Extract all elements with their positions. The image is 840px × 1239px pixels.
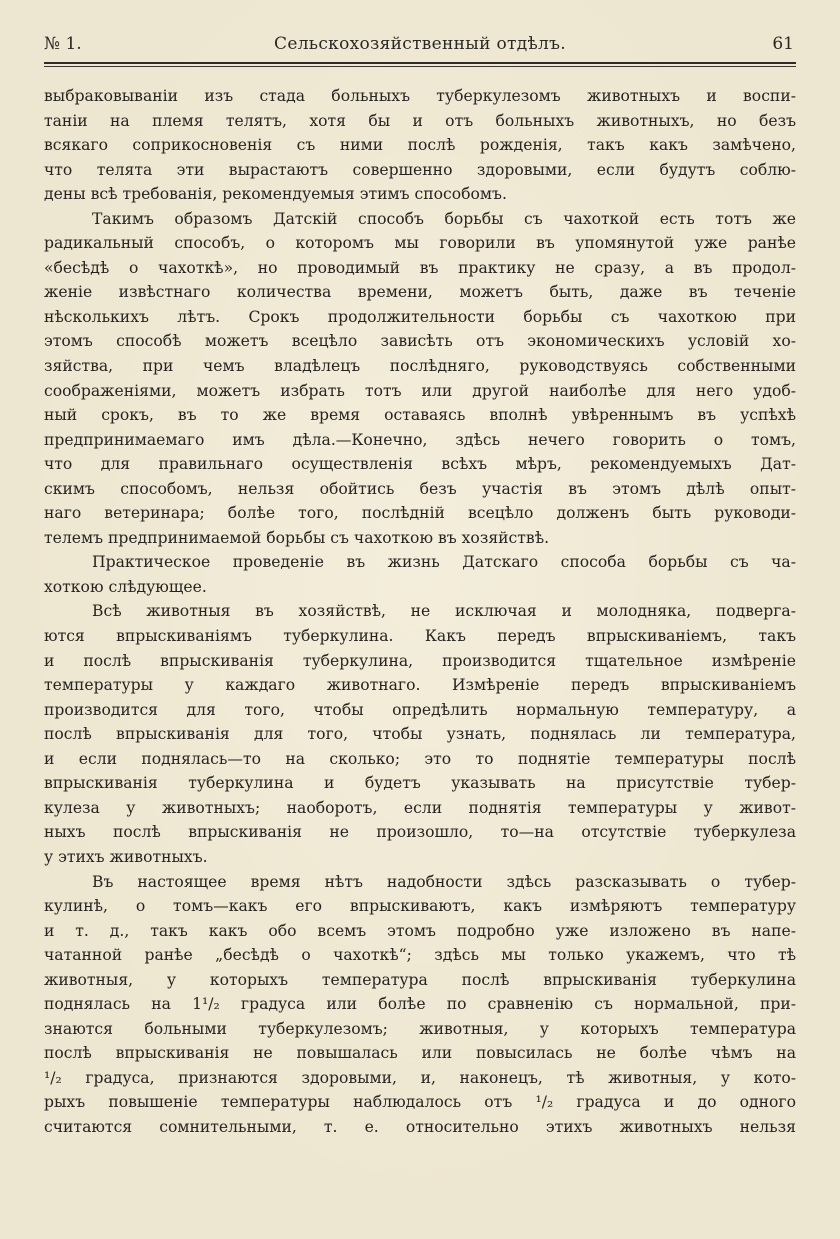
issue-number: № 1. (44, 34, 82, 54)
text-line: впрыскиванія туберкулина и будетъ указывать на присутствіе тубер- (44, 774, 796, 793)
text-line: и послѣ впрыскиванія туберкулина, производится тщательное измѣреніе (44, 651, 796, 670)
text-line: «бесѣдѣ о чахоткѣ», но проводимый въ практику не сразу, а въ продол- (44, 258, 796, 277)
text-line: соображеніями, можетъ избрать тотъ или другой наиболѣе для него удоб- (44, 381, 796, 400)
text-line: кулеза у животныхъ; наоборотъ, если поднятія температуры у живот- (44, 798, 796, 817)
running-header (44, 30, 796, 60)
text-line: выбраковываніи изъ стада больныхъ туберкулезомъ животныхъ и воспи- (44, 87, 796, 105)
text-line: этомъ способѣ можетъ всецѣло зависѣть отъ экономическихъ условій хо- (44, 332, 796, 351)
text-line: нѣсколькихъ лѣтъ. Срокъ продолжительности борьбы съ чахоткою при (44, 307, 796, 326)
text-line: и если поднялась—то на сколько; это то поднятіе температуры послѣ (44, 749, 796, 768)
text-line: радикальный способъ, о которомъ мы говорили въ упомянутой уже ранѣе (44, 234, 796, 253)
text-line: ¹/₂ градуса, признаются здоровыми, и, наконецъ, тѣ животныя, у кото- (44, 1068, 796, 1087)
text-line: ныхъ послѣ впрыскиванія не произошло, то—на отсутствіе туберкулеза (44, 823, 796, 842)
text-line: и т. д., такъ какъ обо всемъ этомъ подробно уже изложено въ напе- (44, 921, 796, 940)
body-text (44, 84, 796, 1140)
text-line: послѣ впрыскиванія не повышалась или повысилась не болѣе чѣмъ на (44, 1044, 796, 1063)
text-line: ются впрыскиваніямъ туберкулина. Какъ передъ впрыскиваніемъ, такъ (44, 627, 796, 646)
text-line: чатанной ранѣе „бесѣдѣ о чахоткѣ“; здѣсь мы только укажемъ, что тѣ (44, 946, 796, 965)
text-line: считаются сомнительными, т. е. относительно этихъ животныхъ нельзя (44, 1117, 796, 1136)
text-line: знаются больными туберкулезомъ; животныя, у которыхъ температура (44, 1019, 796, 1038)
text-line: зяйства, при чемъ владѣлецъ послѣдняго, руководствуясь собственными (44, 357, 796, 376)
text-line: женіе извѣстнаго количества времени, можетъ быть, даже въ теченіе (44, 283, 796, 302)
text-line: дены всѣ требованія, рекомендуемыя этимъ способомъ. (44, 185, 507, 204)
text-line: наго ветеринара; болѣе того, послѣдній всецѣло долженъ быть руководи- (44, 504, 796, 523)
text-line: Такимъ образомъ Датскій способъ борьбы съ чахоткой есть тотъ же (92, 209, 796, 228)
text-line: Всѣ животныя въ хозяйствѣ, не исключая и молодняка, подверга- (92, 602, 796, 621)
text-line: ный срокъ, въ то же время оставаясь вполнѣ увѣреннымъ въ успѣхѣ (44, 406, 796, 425)
text-line: послѣ впрыскиванія для того, чтобы узнать, поднялась ли температура, (44, 725, 796, 744)
text-line: что телята эти вырастаютъ совершенно здоровыми, если будутъ соблю- (44, 160, 796, 179)
text-line: телемъ предпринимаемой борьбы съ чахоткою въ хозяйствѣ. (44, 528, 550, 547)
text-line: что для правильнаго осуществленія всѣхъ мѣръ, рекомендуемыхъ Дат- (44, 455, 796, 474)
text-line: предпринимаемаго имъ дѣла.—Конечно, здѣсь нечего говорить о томъ, (44, 430, 796, 449)
header-rule (44, 62, 796, 64)
text-line: Практическое проведеніе въ жизнь Датскаго способа борьбы съ ча- (92, 553, 796, 572)
text-line: производится для того, чтобы опредѣлить нормальную температуру, а (44, 700, 796, 719)
text-line: скимъ способомъ, нельзя обойтись безъ участія въ этомъ дѣлѣ опыт- (44, 479, 796, 498)
text-line: животныя, у которыхъ температура послѣ впрыскиванія туберкулина (44, 970, 796, 989)
header-rule-thin (44, 66, 796, 67)
page-number: 61 (772, 34, 794, 54)
text-line: кулинѣ, о томъ—какъ его впрыскиваютъ, какъ измѣряютъ температуру (44, 897, 796, 916)
text-line: всякаго соприкосновенія съ ними послѣ рожденія, такъ какъ замѣчено, (44, 136, 796, 155)
text-line: поднялась на 1¹/₂ градуса или болѣе по сравненію съ нормальной, при- (44, 995, 796, 1014)
text-line: температуры у каждаго животнаго. Измѣреніе передъ впрыскиваніемъ (44, 676, 796, 695)
text-line: у этихъ животныхъ. (44, 847, 208, 866)
text-line: хоткою слѣдующее. (44, 577, 207, 596)
text-line: таніи на племя телятъ, хотя бы и отъ больныхъ животныхъ, но безъ (44, 111, 796, 130)
section-title: Сельскохозяйственный отдѣлъ. (274, 34, 566, 54)
text-line: рыхъ повышеніе температуры наблюдалось отъ ¹/₂ градуса и до одного (44, 1093, 796, 1112)
text-line: Въ настоящее время нѣтъ надобности здѣсь разсказывать о тубер- (92, 872, 796, 891)
